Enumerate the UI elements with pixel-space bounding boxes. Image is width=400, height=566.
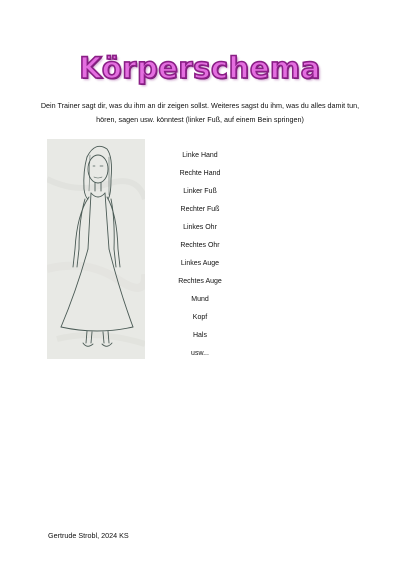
body-parts-list (150, 147, 250, 363)
list-item: Rechtes Ohr (180, 242, 220, 249)
list-item: usw... (191, 350, 209, 357)
list-item: Rechter Fuß (180, 206, 220, 213)
list-item: Linker Fuß (183, 188, 217, 195)
body-sketch-drawing (47, 139, 145, 359)
list-item: Rechtes Auge (178, 278, 222, 285)
list-item: Rechte Hand (179, 170, 221, 177)
list-item: Linke Hand (182, 152, 218, 159)
girl-sketch-icon (47, 139, 145, 359)
instruction-text: Dein Trainer sagt dir, was du ihm an dir zeigen sollst. Weiteres sagst du ihm, was du alles damit tun, hören, sagen usw. könntest (linker Fuß, auf einem Bein springen) (40, 101, 360, 124)
list-item: Hals (192, 332, 207, 339)
list-item: Kopf (192, 314, 208, 321)
page-title: Körperschema (79, 51, 321, 85)
list-item: Mund (191, 296, 209, 303)
list-item: Linkes Ohr (183, 224, 217, 231)
author-footer: Gertrude Strobl, 2024 KS (48, 531, 129, 540)
list-item: Linkes Auge (180, 260, 220, 267)
